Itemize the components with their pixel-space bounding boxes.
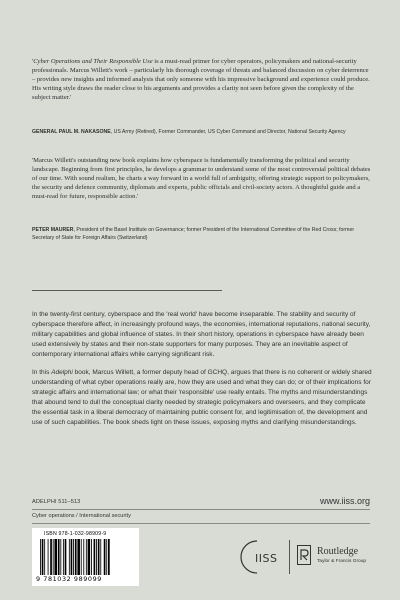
routledge-mark-icon bbox=[297, 545, 311, 565]
footer-divider bbox=[32, 523, 370, 524]
endorser-name: GENERAL PAUL M. NAKASONE bbox=[32, 129, 111, 135]
isbn-label: ISBN 978-1-032-98909-9 bbox=[44, 531, 107, 537]
endorsement-quote-1: 'Cyber Operations and Their Responsible Use is a must-read primer for cyber operators, policymakers and national-security professionals. Marcus Willett's work – particularly his thorough coverage of threats and balanced discussion on cyber deterrence – provides new insights and informed analysis that only someone with his impressive background and experience could produce. His writing style draws the reader close to his arguments and provides a clarity not seen before given the complexity of the subject matter.' bbox=[32, 58, 370, 101]
description-paragraph-2: In this Adelphi book, Marcus Willett, a former deputy head of GCHQ, argues that there is no coherent or widely shared understanding of what cyber operations really are, how they are used and what they can do; or of their implications for strategic affairs and international law; or what their 'responsible' use really entails. The myths and misunderstandings that abound tend to dull the conceptual clarity needed by strategic policymakers and overseers, and they complicate the essential task in a liberal democracy of maintaining public consent for, and legitimisation of, the development and use of such capabilities. The book sheds light on these issues, exposing myths and clarifying misunderstandings. bbox=[32, 369, 372, 426]
divider-rule bbox=[32, 290, 222, 291]
description-paragraph-1: In the twenty-first century, cyberspace and the 'real world' have become inseparable. The stability and security of cyberspace therefore affect, in increasingly profound ways, the economies, international reputations, national security, military capabilities and global influence of states. In their short history, operations in cyberspace have already been used extensively by states and their non-state supporters for many purposes. They are an inevitable aspect of contemporary international affairs while carrying significant risk. bbox=[32, 311, 371, 358]
endorser-name: PETER MAURER bbox=[32, 227, 74, 233]
endorsement-attribution-1 bbox=[32, 129, 372, 137]
barcode-digits: 9 781032 989099 bbox=[36, 575, 102, 583]
publisher-name: Routledge bbox=[317, 546, 359, 557]
endorser-role: , President of the Basel Institute on Governance; former President of the International Committee of the Red Cross; former Secretary of State for Foreign Affairs (Switzerland) bbox=[32, 227, 355, 241]
isbn-barcode bbox=[32, 528, 139, 586]
iiss-logo-text: IISS bbox=[255, 552, 278, 565]
series-label: ADELPHI 511–513 bbox=[32, 499, 81, 505]
website-link[interactable]: www.iiss.org bbox=[319, 496, 370, 506]
endorsement-quote-2: 'Marcus Willett's outstanding new book explains how cyberspace is fundamentally transforming the political and security landscape. Beginning from first principles, he develops a grammar to understand some of the most controversial political debates of our time. With sound realism, he charts a way forward in a world full of ambiguity, offering strategic support to policymakers, the security and defence community, diplomats and experts, public officials and civil-society actors. A thoughtful guide and a must-read for future, responsible action.' bbox=[32, 157, 371, 200]
subject-category: Cyber operations / International security bbox=[32, 513, 131, 519]
endorser-role: , US Army (Retired), Former Commander, US Cyber Command and Director, National Security Agency bbox=[110, 129, 346, 135]
logo-divider bbox=[289, 540, 290, 574]
publisher-subtitle: Taylor & Francis Group bbox=[317, 559, 367, 564]
barcode-bars bbox=[40, 539, 131, 575]
endorsement-attribution-2 bbox=[32, 227, 372, 242]
footer-divider bbox=[32, 509, 370, 510]
book-title-italic: Cyber Operations and Their Responsible Use bbox=[33, 58, 153, 65]
